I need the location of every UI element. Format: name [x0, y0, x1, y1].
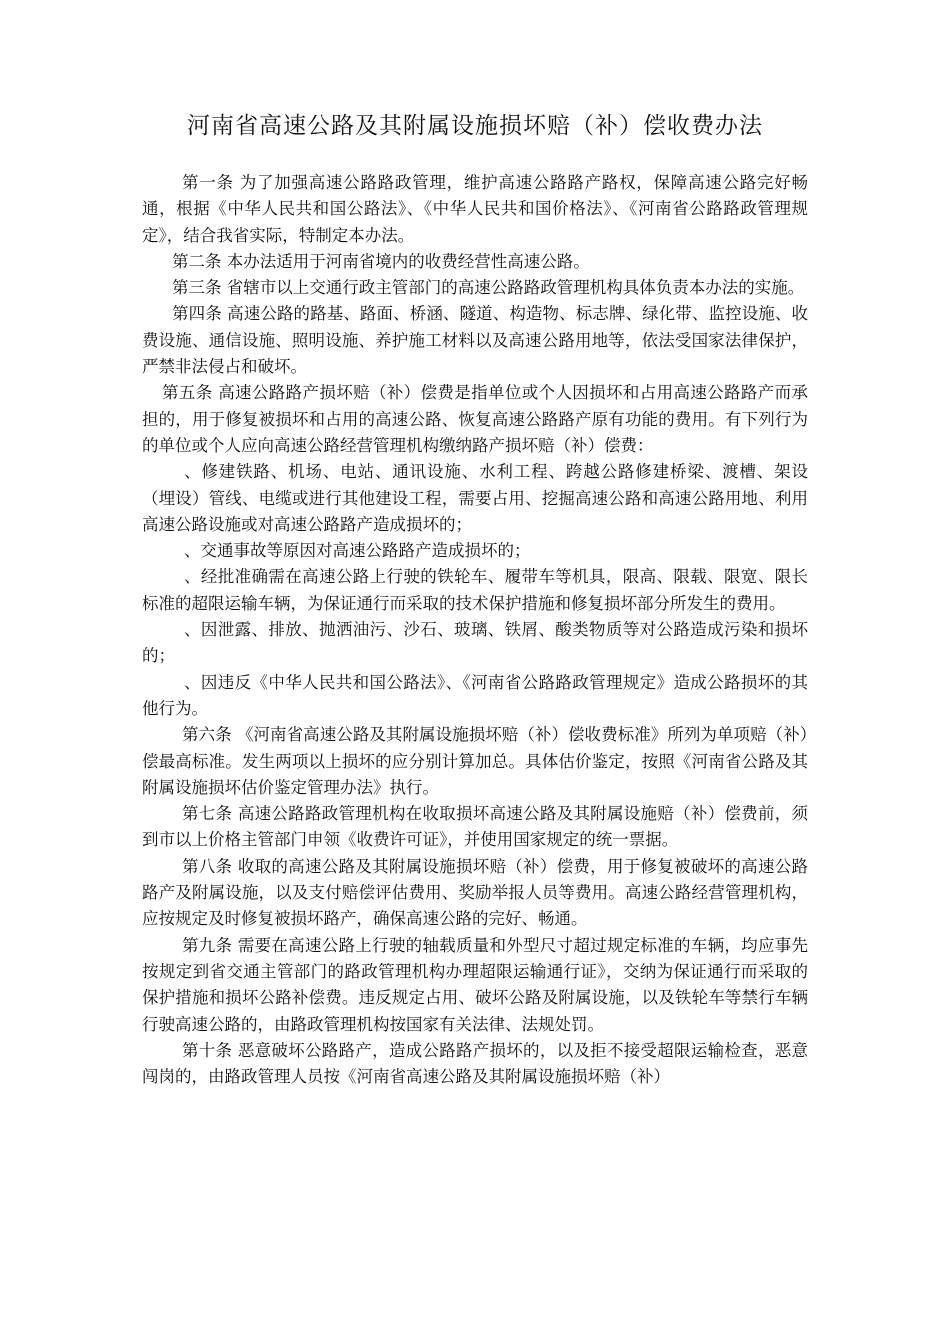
article-9: 第九条 需要在高速公路上行驶的轴载质量和外型尺寸超过规定标准的车辆，均应事先按规定到省交通主管部门的路政管理机构办理超限运输通行证》，交纳为保证通行而采取的保护措施和损坏公路补偿费。违反规定占用、破坏公路及附属设施，以及铁轮车等禁行车辆行驶高速公路的，由路政管理机构按国家有关法律、法规处罚。 [142, 935, 808, 1034]
article-7: 第七条 高速公路路政管理机构在收取损坏高速公路及其附属设施赔（补）偿费前，须到市以上价格主管部门申领《收费许可证》，并使用国家规定的统一票据。 [142, 804, 808, 850]
article-2: 第二条 本办法适用于河南省境内的收费经营性高速公路。 [172, 251, 590, 271]
article-5: 第五条 高速公路路产损坏赔（补）偿费是指单位或个人因损坏和占用高速公路路产而承担的，用于修复被损坏和占用的高速公路、恢复高速公路路产原有功能的费用。有下列行为的单位或个人应向高速公路经营管理机构缴纳路产损坏赔（补）偿费： [142, 383, 808, 455]
document-title: 河南省高速公路及其附属设施损坏赔（补）偿收费办法 [187, 113, 763, 139]
article-5-item: 、因泄露、排放、抛洒油污、沙石、玻璃、铁屑、酸类物质等对公路造成污染和损坏的； [142, 620, 808, 666]
article-4: 第四条 高速公路的路基、路面、桥涵、隧道、构造物、标志牌、绿化带、监控设施、收费设施、通信设施、照明设施、养护施工材料以及高速公路用地等，依法受国家法律保护，严禁非法侵占和破坏。 [142, 304, 808, 377]
article-5-item: 、因违反《中华人民共和国公路法》、《河南省公路路政管理规定》造成公路损坏的其他行为。 [142, 672, 808, 718]
article-5-item: 、经批准确需在高速公路上行驶的铁轮车、履带车等机具，限高、限载、限宽、限长标准的超限运输车辆，为保证通行而采取的技术保护措施和修复损坏部分所发生的费用。 [142, 567, 808, 613]
article-3: 第三条 省辖市以上交通行政主管部门的高速公路路政管理机构具体负责本办法的实施。 [172, 278, 805, 298]
article-1: 第一条 为了加强高速公路路政管理，维护高速公路路产路权，保障高速公路完好畅通，根据《中华人民共和国公路法》、《中华人民共和国价格法》、《河南省公路路政管理规定》，结合我省实际，特制定本办法。 [142, 173, 808, 245]
article-8: 第八条 收取的高速公路及其附属设施损坏赔（补）偿费，用于修复被破坏的高速公路路产及附属设施，以及支付赔偿评估费用、奖励举报人员等费用。高速公路经营管理机构，应按规定及时修复被损坏路产，确保高速公路的完好、畅通。 [142, 856, 808, 929]
article-10: 第十条 恶意破坏公路路产，造成公路路产损坏的，以及拒不接受超限运输检查，恶意闯岗的，由路政管理人员按《河南省高速公路及其附属设施损坏赔（补） [142, 1040, 808, 1087]
article-5-item: 、修建铁路、机场、电站、通讯设施、水利工程、跨越公路修建桥梁、渡槽、架设（埋设）管线、电缆或进行其他建设工程，需要占用、挖掘高速公路和高速公路用地、利用高速公路设施或对高速公路路产造成损坏的； [142, 462, 808, 534]
article-5-item: 、交通事故等原因对高速公路路产造成损坏的； [184, 541, 531, 561]
article-6: 第六条 《河南省高速公路及其附属设施损坏赔（补）偿收费标准》所列为单项赔（补）偿最高标准。发生两项以上损坏的应分别计算加总。具体估价鉴定，按照《河南省公路及其附属设施损坏估价鉴定管理办法》执行。 [142, 725, 808, 797]
document-body [142, 170, 808, 1090]
